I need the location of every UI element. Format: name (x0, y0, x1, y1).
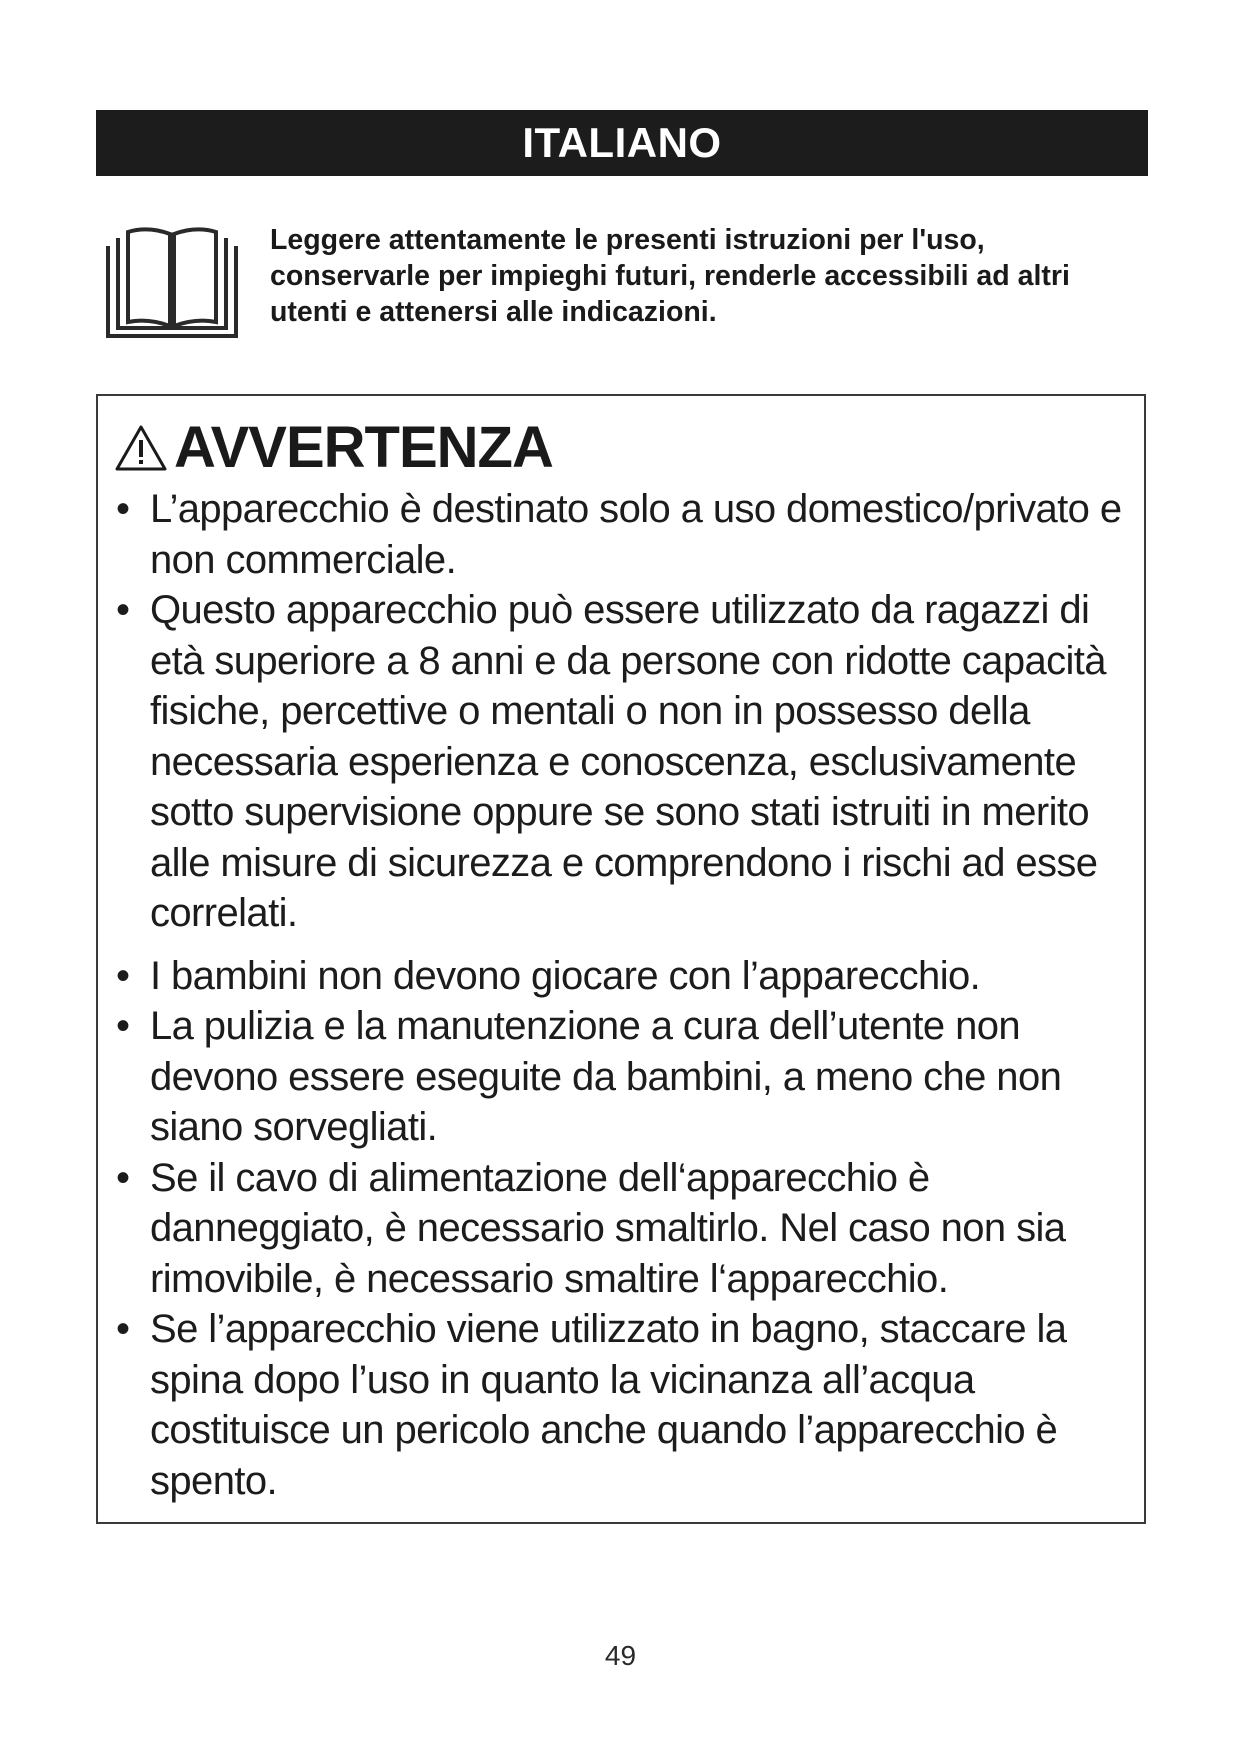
warning-item-text: La pulizia e la manutenzione a cura dell’utente non devono essere eseguite da bambini, a meno che non siano sorvegliati. (150, 1004, 1062, 1149)
bullet-icon: • (116, 588, 130, 632)
warning-item-text: Se l’apparecchio viene utilizzato in bagno, staccare la spina dopo l’uso in quanto la vicinanza all’acqua costituisce un pericolo anche quando l’apparecchio è spento. (150, 1307, 1067, 1503)
warning-item (112, 1153, 1128, 1305)
bullet-icon: • (116, 1307, 130, 1351)
warning-list (112, 484, 1128, 1506)
warning-item-text: Se il cavo di alimentazione dell‘apparecchio è danneggiato, è necessario smaltirlo. Nel caso non sia rimovibile, è necessario smaltire l‘apparecchio. (150, 1155, 1066, 1301)
bullet-icon: • (116, 953, 130, 998)
warning-item (112, 1304, 1128, 1506)
language-header (96, 110, 1148, 176)
language-title: ITALIANO (522, 119, 722, 166)
warning-item (112, 951, 1128, 1002)
warning-heading (114, 414, 553, 481)
bullet-icon: • (116, 1004, 130, 1048)
warning-item-text: Questo apparecchio può essere utilizzato da ragazzi di età superiore a 8 anni e da persone con ridotte capacità fisiche, percettive o mentali o non in possesso della necessaria esperienza e conoscenza, esclusivamente sotto supervisione oppure se sono stati istruiti in merito alle misure di sicurezza e comprendono i rischi ad esse correlati. (150, 588, 1106, 935)
warning-item-text: L’apparecchio è destinato solo a uso domestico/privato e non commerciale. (150, 487, 1122, 582)
page-number: 49 (604, 1640, 637, 1671)
warning-item-text: I bambini non devono giocare con l’apparecchio. (150, 953, 981, 998)
warning-triangle-icon (114, 424, 168, 472)
warning-item (112, 484, 1128, 585)
warning-box (96, 394, 1146, 1524)
intro-instructions: Leggere attentamente le presenti istruzioni per l'uso, conservarle per impieghi futuri, renderle accessibili ad altri utenti e attenersi alle indicazioni. (270, 224, 1070, 328)
warning-title: AVVERTENZA (174, 415, 553, 480)
bullet-icon: • (116, 487, 130, 531)
bullet-icon: • (116, 1155, 130, 1200)
book-icon (104, 224, 240, 340)
warning-item (112, 1001, 1128, 1153)
warning-item (112, 585, 1128, 939)
